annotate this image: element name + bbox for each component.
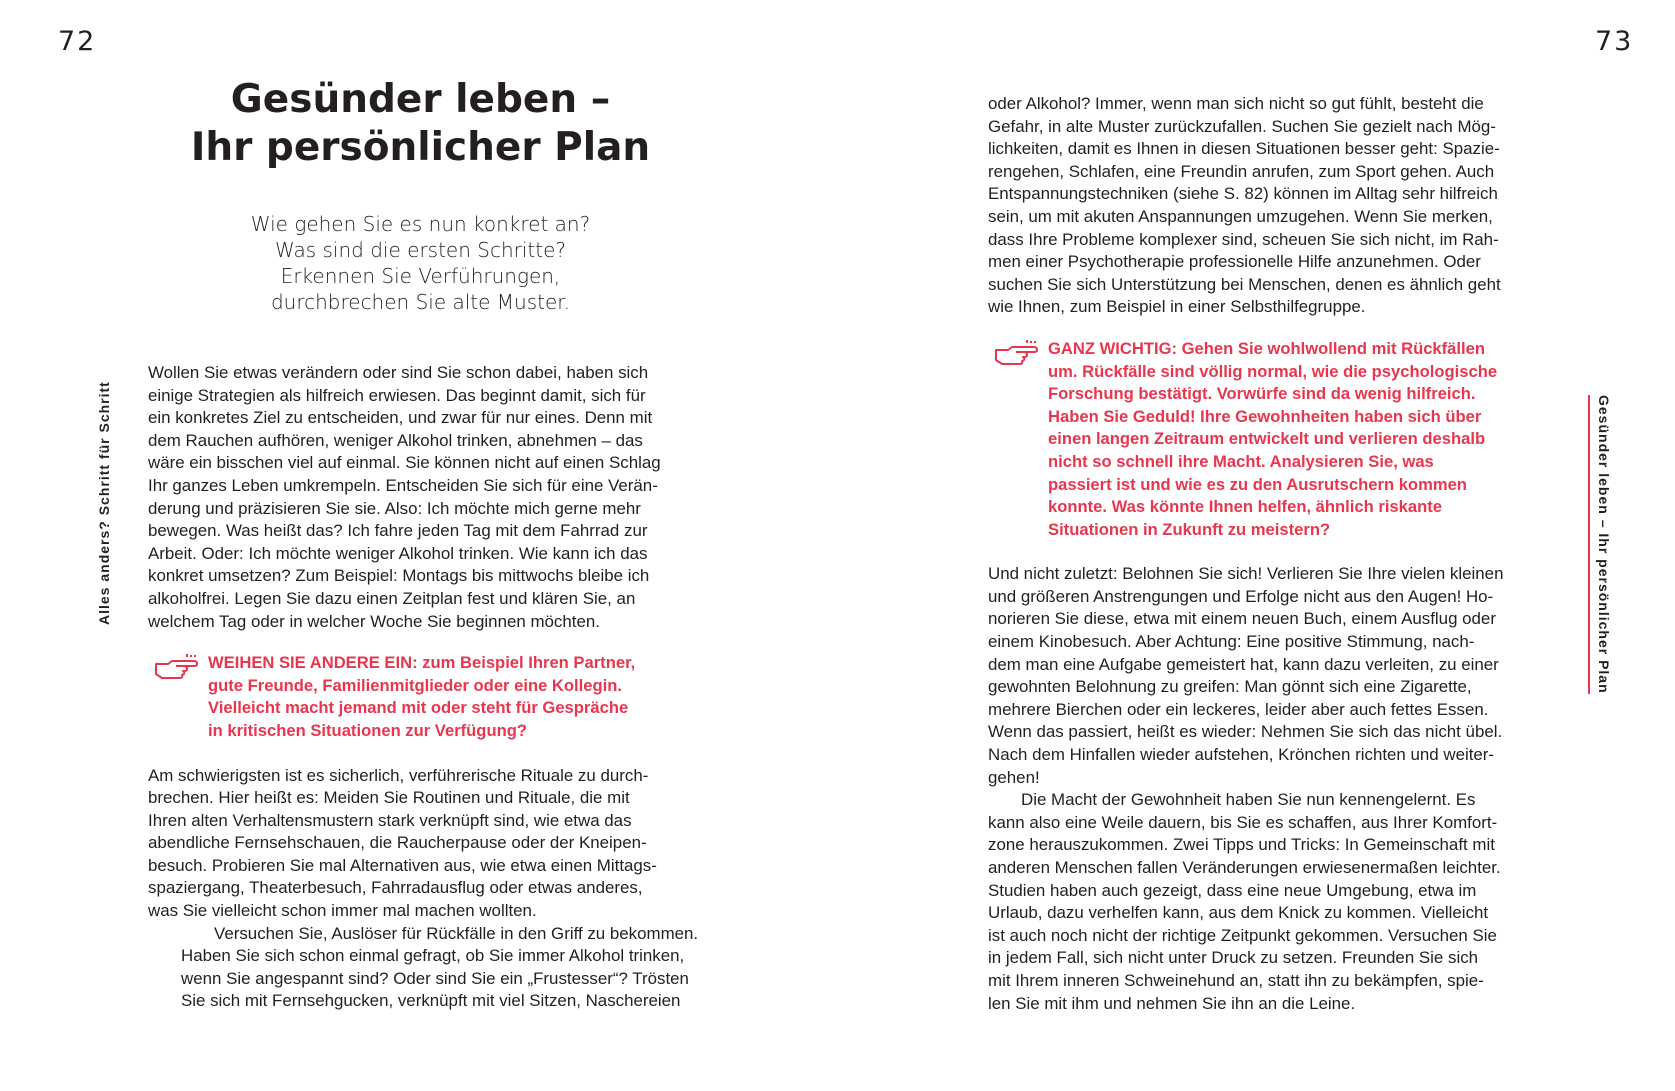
text-line: gehen! — [988, 767, 1040, 787]
text-line: Am schwierigsten ist es sicherlich, verführerische Rituale zu durch- — [148, 765, 649, 785]
side-label-right: Gesünder leben – Ihr persönlicher Plan — [1588, 395, 1612, 694]
text-line: brechen. Hier heißt es: Meiden Sie Routinen und Rituale, die mit — [148, 788, 630, 808]
right-paragraph-2 — [988, 563, 1541, 789]
text-line: wie Ihnen, zum Beispiel in einer Selbsthilfegruppe. — [988, 297, 1366, 317]
callout-line: konnte. Was könnte Ihnen helfen, ähnlich riskante — [1048, 497, 1443, 517]
text-line: spaziergang, Theaterbesuch, Fahrradausflug oder etwas anderes, — [148, 878, 643, 898]
text-line: Sie sich mit Fernsehgucken, verknüpft mit viel Sitzen, Naschereien — [181, 991, 681, 1011]
text-line: norieren Sie diese, etwa mit einem neuen Buch, einem Ausflug oder — [988, 609, 1496, 629]
text-line: Nach dem Hinfallen wieder aufstehen, Krönchen richten und weiter- — [988, 745, 1495, 765]
text-line: ein konkretes Ziel zu entscheiden, und zwar für nur eines. Denn mit — [148, 408, 653, 428]
text-line: zone herauszukommen. Zwei Tipps und Tricks: In Gemeinschaft mit — [988, 835, 1495, 855]
text-line: suchen Sie sich Unterstützung bei Menschen, denen es ähnlich geht — [988, 274, 1501, 294]
pointing-hand-icon — [154, 654, 200, 680]
callout-line: um. Rückfälle sind völlig normal, wie die psychologische — [1048, 361, 1498, 381]
text-line: Wenn das passiert, heißt es wieder: Nehmen Sie sich das nicht übel. — [988, 722, 1503, 742]
text-line: Studien haben auch gezeigt, dass eine neue Umgebung, etwa im — [988, 880, 1477, 900]
text-line: Urlaub, dazu verhelfen kann, aus dem Knick zu kommen. Vielleicht — [988, 903, 1489, 923]
text-line: einem Kinobesuch. Aber Achtung: Eine positive Stimmung, nach- — [988, 632, 1475, 652]
text-line: konkret umsetzen? Zum Beispiel: Montags bis mittwochs bleibe ich — [148, 566, 650, 586]
text-line: sein, um mit akuten Anspannungen umzugehen. Wenn Sie merken, — [988, 206, 1493, 226]
text-line: rengehen, Schlafen, eine Freundin anrufen, zum Sport gehen. Auch — [988, 161, 1495, 181]
callout-line: Situationen in Zukunft zu meistern? — [1048, 519, 1331, 539]
headline-line: Gesünder leben – — [230, 77, 611, 122]
page-number-right: 73 — [1595, 26, 1634, 57]
callout-line: GANZ WICHTIG: Gehen Sie wohlwollend mit Rückfällen — [1048, 338, 1485, 358]
text-line: anderen Menschen fallen Veränderungen erwiesenermaßen leichter. — [988, 858, 1501, 877]
right-paragraph-1 — [988, 93, 1541, 319]
text-line: derung und präzisieren Sie sie. Also: Ich möchte mich gerne mehr — [148, 498, 641, 518]
callout-line: gute Freunde, Familienmitglieder oder eine Kollegin. — [208, 675, 622, 695]
left-paragraph-1 — [148, 362, 701, 633]
callout-line: Forschung bestätigt. Vorwürfe sind da wenig hilfreich. — [1048, 384, 1476, 404]
right-column — [988, 93, 1541, 1015]
callout-right — [988, 338, 1541, 541]
intro-line: durchbrechen Sie alte Muster. — [270, 290, 571, 314]
text-line: bewegen. Was heißt das? Ich fahre jeden Tag mit dem Fahrrad zur — [148, 521, 648, 541]
callout-line: Vielleicht macht jemand mit oder steht für Gespräche — [208, 698, 629, 718]
text-line: und größeren Anstrengungen und Erfolge nicht aus den Augen! Ho- — [988, 586, 1494, 606]
callout-line: einen langen Zeitraum entwickelt und verlieren deshalb — [1048, 429, 1486, 449]
callout-line: Haben Sie Geduld! Ihre Gewohnheiten haben sich über — [1048, 406, 1482, 426]
text-line: Entspannungstechniken (siehe S. 82) können im Alltag sehr hilfreich — [988, 184, 1498, 204]
page-number-left: 72 — [58, 26, 97, 57]
chapter-headline — [148, 76, 693, 172]
text-line: ist auch noch nicht der richtige Zeitpunkt gekommen. Versuchen Sie — [988, 925, 1497, 945]
intro-line: Erkennen Sie Verführungen, — [280, 264, 561, 288]
side-label-left-text: Alles anders? Schritt für Schritt — [96, 381, 112, 625]
text-line: Ihr ganzes Leben umkrempeln. Entscheiden Sie sich für eine Verän- — [148, 475, 658, 495]
text-line: wenn Sie angespannt sind? Oder sind Sie ein „Frustesser“? Trösten — [181, 968, 689, 988]
text-line: was Sie vielleicht schon immer mal machen wollten. — [148, 901, 537, 921]
text-line: wäre ein bisschen viel auf einmal. Sie können nicht auf einen Schlag — [148, 453, 661, 473]
intro-line: Was sind die ersten Schritte? — [274, 238, 567, 262]
text-line: Ihren alten Verhaltensmustern stark verknüpft sind, wie etwa das — [148, 810, 632, 830]
text-line: Haben Sie sich schon einmal gefragt, ob Sie immer Alkohol trinken, — [181, 946, 685, 966]
callout-line: in kritischen Situationen zur Verfügung? — [208, 720, 527, 740]
left-paragraph-2 — [148, 765, 701, 923]
text-line: Versuchen Sie, Auslöser für Rückfälle in den Griff zu bekommen. — [214, 923, 699, 943]
text-line: Arbeit. Oder: Ich möchte weniger Alkohol trinken. Wie kann ich das — [148, 543, 648, 563]
text-line: mit Ihrem inneren Schweinehund an, statt ihn zu bekämpfen, spie- — [988, 970, 1484, 990]
right-paragraph-3 — [988, 789, 1541, 1015]
callout-line: nicht so schnell ihre Macht. Analysieren Sie, was — [1048, 451, 1434, 471]
text-line: Gefahr, in alte Muster zurückzufallen. Suchen Sie gezielt nach Mög- — [988, 116, 1496, 136]
text-line: kann also eine Weile dauern, bis Sie es schaffen, aus Ihrer Komfort- — [988, 812, 1498, 832]
text-line: einige Strategien als hilfreich erwiesen. Das beginnt damit, sich für — [148, 385, 646, 405]
chapter-intro — [148, 211, 693, 315]
text-line: dass Ihre Probleme komplexer sind, scheuen Sie sich nicht, im Rah- — [988, 229, 1499, 249]
text-line: dem man eine Aufgabe gemeistert hat, kann dazu verleiten, zu einer — [988, 654, 1499, 674]
text-line: besuch. Probieren Sie mal Alternativen aus, wie etwa einen Mittags- — [148, 855, 657, 875]
left-paragraph-3 — [148, 923, 701, 1013]
text-line: men einer Psychotherapie professionelle Hilfe anzunehmen. Oder — [988, 252, 1481, 272]
text-line: abendliche Fernsehschauen, die Raucherpause oder der Kneipen- — [148, 833, 647, 853]
text-line: gewohnten Belohnung zu greifen: Man gönnt sich eine Zigarette, — [988, 677, 1472, 697]
text-line: oder Alkohol? Immer, wenn man sich nicht so gut fühlt, besteht die — [988, 94, 1484, 113]
text-line: in jedem Fall, sich nicht unter Druck zu setzen. Freunden Sie sich — [988, 948, 1479, 968]
text-line: mehrere Bierchen oder ein leckeres, leider aber auch fettes Essen. — [988, 699, 1489, 719]
text-line: welchem Tag oder in welcher Woche Sie beginnen möchten. — [148, 611, 600, 631]
headline-line: Ihr persönlicher Plan — [190, 125, 651, 170]
callout-line: passiert ist und wie es zu den Ausrutschern kommen — [1048, 474, 1467, 494]
callout-left — [148, 652, 701, 742]
callout-line: WEIHEN SIE ANDERE EIN: zum Beispiel Ihren Partner, — [208, 653, 636, 673]
text-line: Und nicht zuletzt: Belohnen Sie sich! Verlieren Sie Ihre vielen kleinen — [988, 564, 1504, 584]
text-line: alkoholfrei. Legen Sie dazu einen Zeitplan fest und klären Sie, an — [148, 588, 636, 608]
text-line: lichkeiten, damit es Ihnen in diesen Situationen besser geht: Spazie- — [988, 139, 1500, 159]
text-line: Wollen Sie etwas verändern oder sind Sie schon dabei, haben sich — [148, 363, 649, 382]
text-line: Die Macht der Gewohnheit haben Sie nun kennengelernt. Es — [1021, 790, 1476, 810]
intro-line: Wie gehen Sie es nun konkret an? — [250, 212, 591, 236]
text-line: dem Rauchen aufhören, weniger Alkohol trinken, abnehmen – das — [148, 430, 643, 450]
text-line: len Sie mit ihm und nehmen Sie ihn an die Leine. — [988, 993, 1356, 1013]
pointing-hand-icon — [994, 340, 1040, 366]
left-column — [148, 362, 701, 1013]
